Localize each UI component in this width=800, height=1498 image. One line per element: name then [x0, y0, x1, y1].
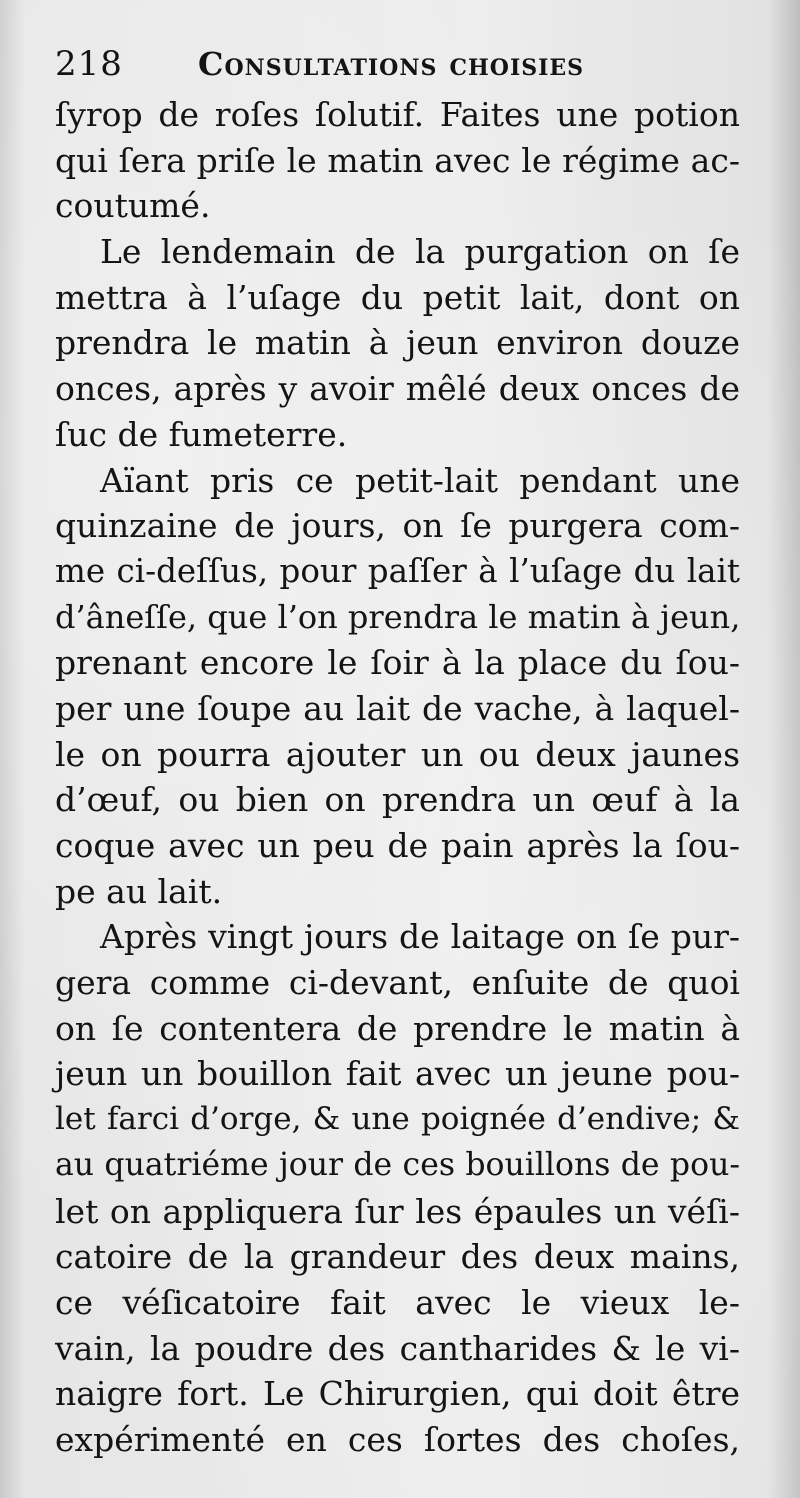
text-line: d’âneſſe, que l’on prendra le matin à jeun,: [55, 597, 741, 636]
text-line: let on appliquera ſur les épaules un véſi-: [55, 1191, 740, 1231]
text-line: jeun un bouillon fait avec un jeune pou-: [55, 1054, 740, 1094]
text-line: au quatriéme jour de ces bouillons de pou-: [55, 1146, 740, 1183]
text-line: qui ſera priſe le matin avec le régime ac-: [55, 140, 740, 180]
text-line: on ſe contentera de prendre le matin à: [55, 1008, 740, 1048]
text-line: prenant encore le ſoir à la place du ſou-: [55, 643, 740, 683]
text-line: per une ſoupe au lait de vache, à laquel-: [55, 688, 740, 728]
text-line: me ci-deſſus, pour paſſer à l’uſage du lait: [55, 551, 740, 590]
paragraph-first-line: Aïant pris ce petit-lait pendant une: [100, 460, 740, 500]
text-line: let farci d’orge, & une poignée d’endive; &: [55, 1101, 740, 1138]
text-line: gera comme ci-devant, enſuite de quoi: [55, 963, 740, 1003]
text-line: catoire de la grandeur des deux mains,: [55, 1237, 740, 1277]
page-number: 218: [55, 44, 123, 84]
text-line: coque avec un peu de pain après la ſou-: [55, 826, 740, 865]
text-line: vain, la poudre des cantharides & le vi-: [55, 1328, 740, 1368]
text-line: ſuc de fumeterre.: [55, 414, 348, 454]
text-line: quinzaine de jours, on ſe purgera com-: [55, 506, 740, 546]
body-text: [55, 92, 740, 1463]
text-line: pe au lait.: [55, 871, 223, 911]
text-line: expérimenté en ces ſortes des choſes,: [55, 1419, 740, 1459]
running-head-title: Consultations choisies: [198, 45, 585, 83]
paragraph-first-line: Le lendemain de la purgation on ſe: [100, 232, 740, 272]
text-line: d’œuf, ou bien on prendra un œuf à la: [55, 780, 740, 820]
text-line: ce véſicatoire fait avec le vieux le-: [55, 1282, 740, 1322]
text-line: le on pourra ajouter un ou deux jaunes: [55, 734, 740, 774]
text-line: mettra à l’uſage du petit lait, dont on: [55, 277, 740, 317]
text-line: naigre fort. Le Chirurgien, qui doit être: [55, 1374, 740, 1414]
paragraph-first-line: Après vingt jours de laitage on ſe pur-: [100, 917, 740, 957]
text-line: prendra le matin à jeun environ douze: [55, 323, 740, 363]
text-line: onces, après y avoir mêlé deux onces de: [55, 369, 740, 409]
text-line: ſyrop de roſes ſolutif. Faites une potion: [55, 95, 740, 134]
running-head: [55, 40, 735, 88]
text-line: coutumé.: [55, 186, 211, 226]
